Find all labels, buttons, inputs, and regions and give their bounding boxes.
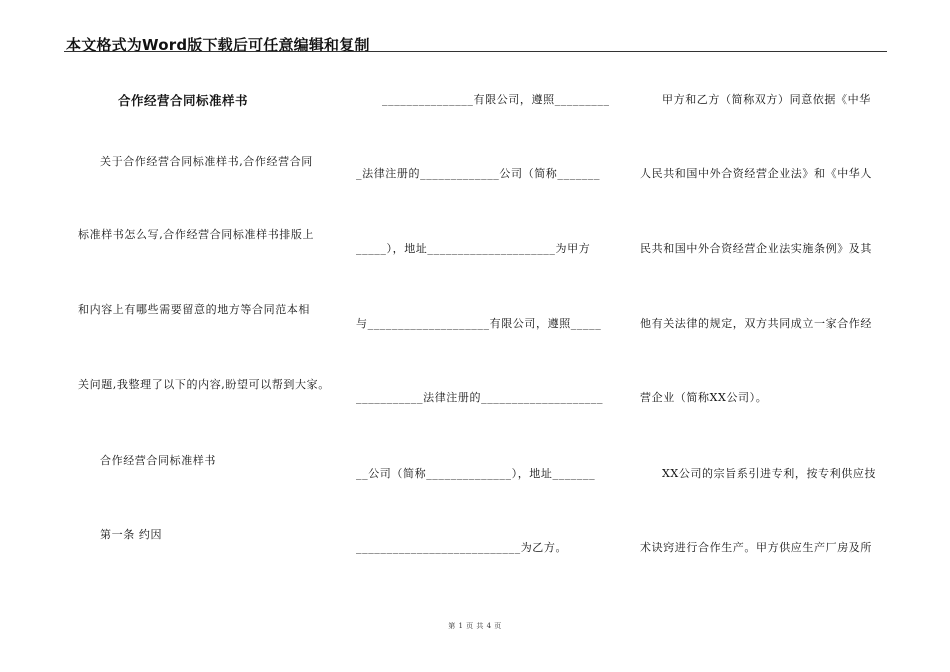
paragraph-line: _______________有限公司，遵照_________ xyxy=(382,93,610,106)
document-header-title: 本文格式为Word版下载后可任意编辑和复制 xyxy=(66,36,370,54)
paragraph-line: 他有关法律的规定，双方共同成立一家合作经 xyxy=(640,317,872,330)
paragraph-line: 与____________________有限公司，遵照_____ xyxy=(356,317,602,330)
paragraph-line: ___________________________为乙方。 xyxy=(356,541,568,554)
paragraph-line: 民共和国中外合资经营企业法实施条例》及其 xyxy=(640,242,872,255)
paragraph-line: ___________法律注册的____________________ xyxy=(356,391,604,404)
header-divider xyxy=(64,51,887,52)
paragraph-line: 营企业（简称XX公司）。 xyxy=(640,391,768,404)
document-title: 合作经营合同标准样书 xyxy=(118,93,249,108)
paragraph-line: 人民共和国中外合资经营企业法》和《中华人 xyxy=(640,167,872,180)
paragraph-line: XX公司的宗旨系引进专利，按专利供应技 xyxy=(662,467,877,480)
section-heading: 合作经营合同标准样书 xyxy=(100,454,216,467)
article-heading: 第一条 约因 xyxy=(100,528,163,541)
paragraph-line: 关于合作经营合同标准样书,合作经营合同 xyxy=(100,155,313,168)
paragraph-line: 术诀窍进行合作生产。甲方供应生产厂房及所 xyxy=(640,541,872,554)
paragraph-line: 甲方和乙方（简称双方）同意依据《中华 xyxy=(662,93,871,106)
paragraph-line: _____），地址_____________________为甲方 xyxy=(356,242,591,255)
paragraph-line: _法律注册的_____________公司（简称_______ xyxy=(356,167,601,180)
paragraph-line: __公司（简称______________），地址_______ xyxy=(356,467,596,480)
paragraph-line: 和内容上有哪些需要留意的地方等合同范本相 xyxy=(78,303,310,316)
page-footer: 第 1 页 共 4 页 xyxy=(448,622,502,630)
paragraph-line: 关问题,我整理了以下的内容,盼望可以帮到大家。 xyxy=(78,378,330,391)
paragraph-line: 标准样书怎么写,合作经营合同标准样书排版上 xyxy=(78,228,315,241)
